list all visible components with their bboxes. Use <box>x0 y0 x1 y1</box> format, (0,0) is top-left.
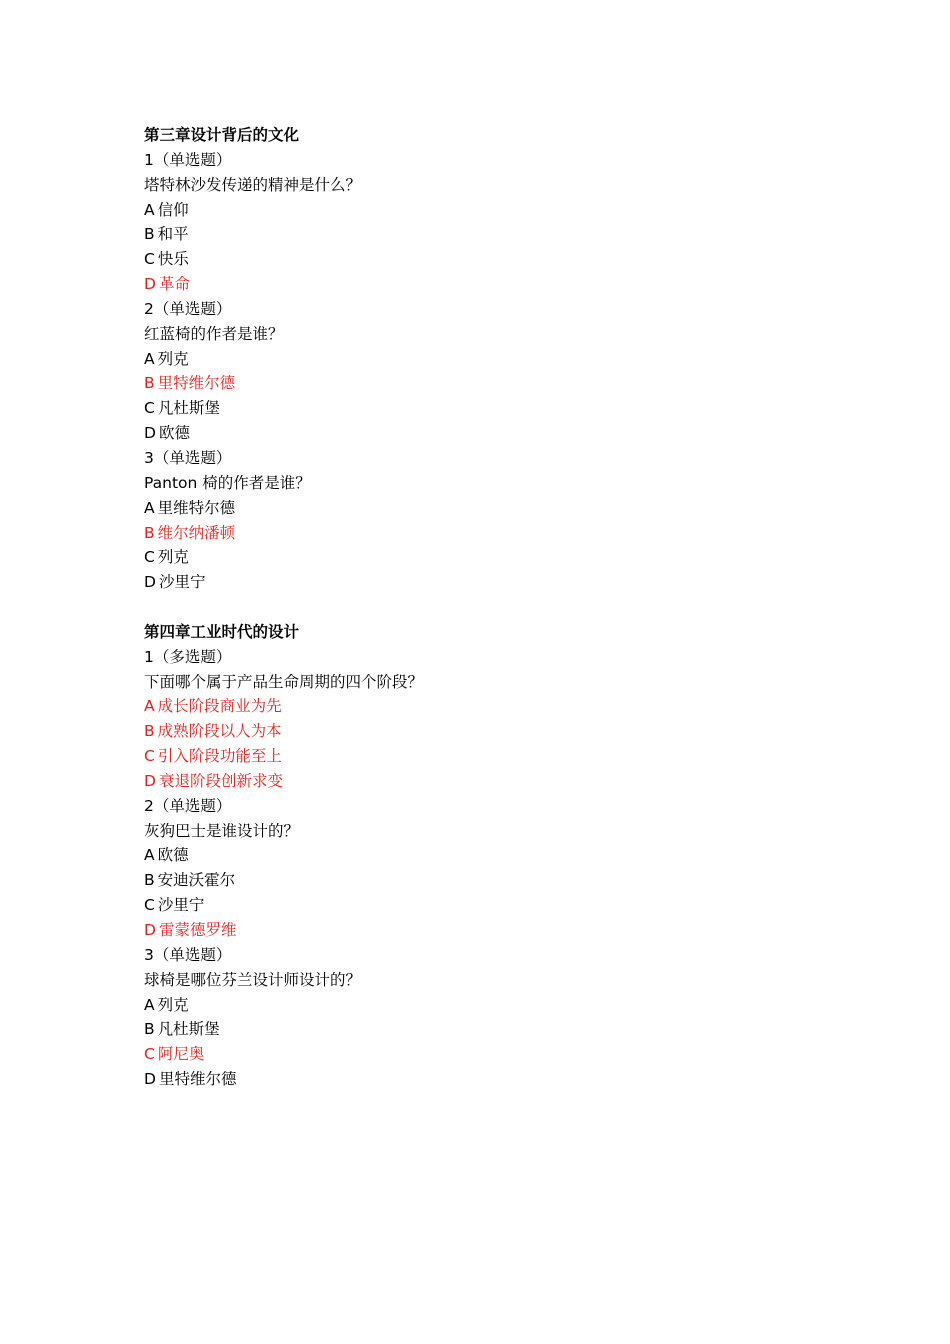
option-letter: C <box>144 399 155 418</box>
option-d <box>144 570 844 595</box>
option-b-correct <box>144 521 844 546</box>
option-c <box>144 893 844 918</box>
option-text: 阿尼奥 <box>157 1045 205 1064</box>
option-b <box>144 868 844 893</box>
option-c <box>144 545 844 570</box>
option-text: 雷蒙德罗维 <box>158 921 237 939</box>
option-text: 里特维尔德 <box>157 374 236 393</box>
option-text: 维尔纳潘顿 <box>157 523 236 542</box>
option-b-correct <box>144 719 844 744</box>
option-text: 欧德 <box>158 424 190 443</box>
option-text: 引入阶段功能至上 <box>157 747 282 766</box>
option-a <box>144 496 844 521</box>
option-d <box>144 1067 844 1092</box>
option-text: 里特维尔德 <box>158 1070 237 1089</box>
option-a <box>144 347 844 372</box>
chapter-title: 第四章工业时代的设计 <box>144 622 300 641</box>
option-letter: D <box>144 921 156 939</box>
option-letter: D <box>144 1070 156 1089</box>
option-a <box>144 993 844 1018</box>
option-text: 列克 <box>157 548 189 567</box>
section-spacer <box>144 595 844 620</box>
option-letter: B <box>144 722 155 741</box>
option-d-correct <box>144 769 844 794</box>
option-text: 和平 <box>157 225 189 244</box>
option-text: 沙里宁 <box>158 573 206 592</box>
chapter-title: 第三章设计背后的文化 <box>144 126 300 144</box>
question-text: 球椅是哪位芬兰设计师设计的？ <box>144 970 362 989</box>
question-number: 2（单选题） <box>144 796 232 815</box>
option-c <box>144 396 844 421</box>
option-letter: B <box>144 523 155 542</box>
question-text: Panton 椅的作者是谁？ <box>144 473 311 492</box>
option-text: 里维特尔德 <box>157 498 236 517</box>
option-text: 沙里宁 <box>157 896 205 915</box>
option-c <box>144 247 844 272</box>
option-text: 革命 <box>158 275 190 294</box>
option-letter: D <box>144 275 156 294</box>
question-text: 红蓝椅的作者是谁？ <box>144 324 284 343</box>
option-c-correct <box>144 1042 844 1067</box>
option-text: 成熟阶段以人为本 <box>157 722 282 741</box>
option-letter: A <box>144 846 155 865</box>
option-letter: D <box>144 771 156 790</box>
option-text: 衰退阶段创新求变 <box>158 771 283 790</box>
option-a-correct <box>144 694 844 719</box>
question-number: 1（多选题） <box>144 647 232 666</box>
question-number: 3（单选题） <box>144 945 232 964</box>
option-d-correct <box>144 272 844 297</box>
option-letter: A <box>144 697 155 716</box>
option-letter: B <box>144 374 155 393</box>
option-d-correct <box>144 918 844 943</box>
option-letter: B <box>144 871 155 890</box>
question-number: 2（单选题） <box>144 299 232 318</box>
option-b-correct <box>144 371 844 396</box>
option-b <box>144 1017 844 1042</box>
option-letter: A <box>144 349 155 368</box>
option-d <box>144 421 844 446</box>
question-text: 下面哪个属于产品生命周期的四个阶段？ <box>144 672 424 691</box>
question-number: 1（单选题） <box>144 150 232 169</box>
option-letter: C <box>144 1045 155 1064</box>
option-text: 列克 <box>157 349 189 368</box>
option-letter: A <box>144 200 155 219</box>
option-letter: B <box>144 1020 155 1039</box>
option-letter: B <box>144 225 155 244</box>
option-a <box>144 843 844 868</box>
option-letter: A <box>144 995 155 1014</box>
question-number: 3（单选题） <box>144 448 232 467</box>
option-letter: D <box>144 424 156 443</box>
option-letter: D <box>144 573 156 592</box>
option-text: 成长阶段商业为先 <box>157 697 282 716</box>
option-a <box>144 198 844 223</box>
option-letter: C <box>144 747 155 766</box>
document-page <box>144 123 844 1092</box>
option-text: 凡杜斯堡 <box>157 1020 220 1039</box>
question-text: 塔特林沙发传递的精神是什么？ <box>144 175 362 194</box>
option-b <box>144 222 844 247</box>
option-text: 凡杜斯堡 <box>157 399 220 418</box>
option-letter: C <box>144 548 155 567</box>
option-text: 列克 <box>157 995 189 1014</box>
option-text: 快乐 <box>157 250 189 269</box>
option-c-correct <box>144 744 844 769</box>
question-text: 灰狗巴士是谁设计的？ <box>144 821 300 840</box>
option-text: 信仰 <box>157 200 189 219</box>
option-text: 安迪沃霍尔 <box>157 871 236 890</box>
option-letter: C <box>144 896 155 915</box>
option-text: 欧德 <box>157 846 189 865</box>
option-letter: C <box>144 250 155 269</box>
option-letter: A <box>144 498 155 517</box>
